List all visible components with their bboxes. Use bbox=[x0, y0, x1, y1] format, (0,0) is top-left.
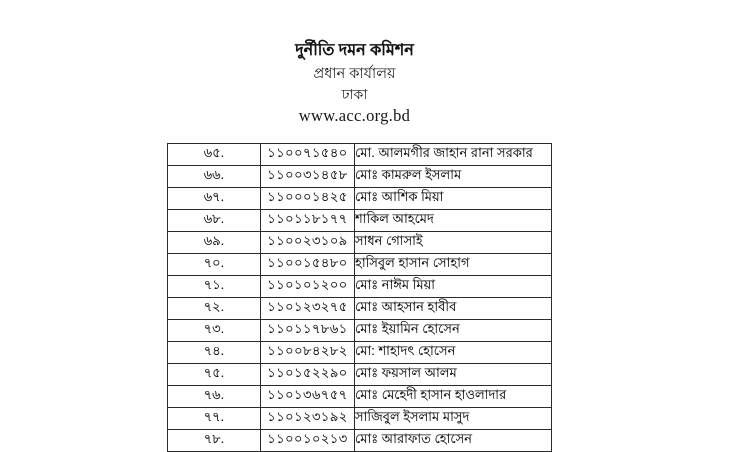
serial-cell: ৬৯. bbox=[168, 232, 261, 254]
serial-cell: ৭৮. bbox=[168, 430, 261, 452]
id-cell: ১১০১১৭৮৬১ bbox=[261, 320, 355, 342]
table-row bbox=[168, 320, 552, 342]
id-cell: ১১০০১০২১৩ bbox=[261, 430, 355, 452]
id-cell: ১১০০২৩১০৯ bbox=[261, 232, 355, 254]
serial-cell: ৬৭. bbox=[168, 188, 261, 210]
name-cell: মোঃ মেহেদী হাসান হাওলাদার bbox=[355, 386, 552, 408]
name-cell: সাজিবুল ইসলাম মাসুদ bbox=[355, 408, 552, 430]
id-cell: ১১০১০১২০০ bbox=[261, 276, 355, 298]
table-row bbox=[168, 276, 552, 298]
id-cell: ১১০১২৩১৯২ bbox=[261, 408, 355, 430]
name-cell: শাকিল আহমেদ bbox=[355, 210, 552, 232]
id-cell: ১১০১৩৬৭৫৭ bbox=[261, 386, 355, 408]
serial-cell: ৬৫. bbox=[168, 144, 261, 166]
roster-table-body bbox=[168, 144, 552, 452]
name-cell: মো: শাহাদৎ হোসেন bbox=[355, 342, 552, 364]
serial-cell: ৭১. bbox=[168, 276, 261, 298]
name-cell: মোঃ আহসান হাবীব bbox=[355, 298, 552, 320]
table-row bbox=[168, 188, 552, 210]
serial-cell: ৭৪. bbox=[168, 342, 261, 364]
table-row bbox=[168, 210, 552, 232]
name-cell: মোঃ কামরুল ইসলাম bbox=[355, 166, 552, 188]
name-cell: মো. আলমগীর জাহান রানা সরকার bbox=[355, 144, 552, 166]
document-header bbox=[0, 41, 722, 126]
id-cell: ১১০০৭১৫৪০ bbox=[261, 144, 355, 166]
table-row bbox=[168, 364, 552, 386]
serial-cell: ৭৫. bbox=[168, 364, 261, 386]
serial-cell: ৬৬. bbox=[168, 166, 261, 188]
name-cell: সাধন গোসাই bbox=[355, 232, 552, 254]
table-row bbox=[168, 342, 552, 364]
name-cell: মোঃ ইয়ামিন হোসেন bbox=[355, 320, 552, 342]
roster-table bbox=[167, 143, 552, 452]
table-row bbox=[168, 144, 552, 166]
table-row bbox=[168, 386, 552, 408]
office-name: প্রধান কার্যালয় bbox=[313, 66, 396, 82]
serial-cell: ৭২. bbox=[168, 298, 261, 320]
name-cell: মোঃ আরাফাত হোসেন bbox=[355, 430, 552, 452]
serial-cell: ৭৭. bbox=[168, 408, 261, 430]
serial-cell: ৭৬. bbox=[168, 386, 261, 408]
serial-cell: ৬৮. bbox=[168, 210, 261, 232]
serial-cell: ৭৩. bbox=[168, 320, 261, 342]
name-cell: মোঃ ফয়সাল আলম bbox=[355, 364, 552, 386]
table-row bbox=[168, 232, 552, 254]
table-row bbox=[168, 408, 552, 430]
id-cell: ১১০১৫২২৯০ bbox=[261, 364, 355, 386]
table-row bbox=[168, 166, 552, 188]
name-cell: মোঃ আশিক মিয়া bbox=[355, 188, 552, 210]
table-row bbox=[168, 298, 552, 320]
website-url: www.acc.org.bd bbox=[298, 105, 411, 125]
name-cell: মোঃ নাঈম মিয়া bbox=[355, 276, 552, 298]
id-cell: ১১০০৮৪২৮২ bbox=[261, 342, 355, 364]
id-cell: ১১০১১৮১৭৭ bbox=[261, 210, 355, 232]
id-cell: ১১০০০১৪২৫ bbox=[261, 188, 355, 210]
city-name: ঢাকা bbox=[341, 86, 368, 103]
id-cell: ১১০০৩১৪৫৮ bbox=[261, 166, 355, 188]
id-cell: ১১০০১৫৪৮০ bbox=[261, 254, 355, 276]
serial-cell: ৭০. bbox=[168, 254, 261, 276]
table-row bbox=[168, 430, 552, 452]
table-row bbox=[168, 254, 552, 276]
id-cell: ১১০১২৩২৭৫ bbox=[261, 298, 355, 320]
name-cell: হাসিবুল হাসান সোহাগ bbox=[355, 254, 552, 276]
organization-name: দুর্নীতি দমন কমিশন bbox=[295, 42, 414, 59]
